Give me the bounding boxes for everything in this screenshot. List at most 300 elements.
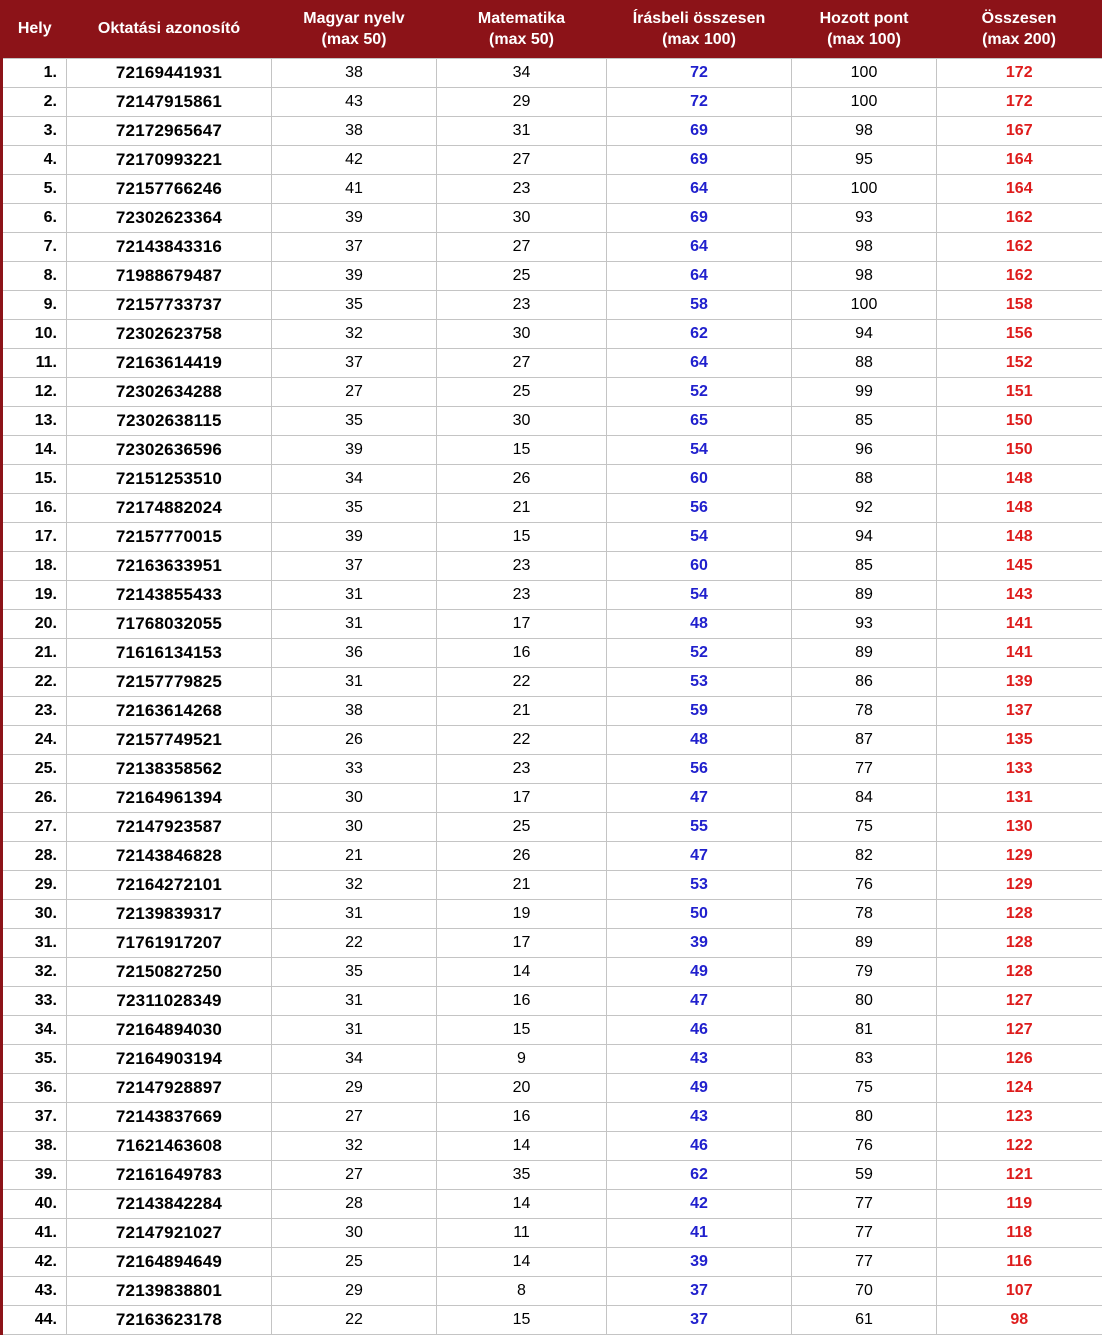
cell-id: 72143837669 bbox=[67, 1102, 272, 1131]
cell-matek: 14 bbox=[437, 1247, 607, 1276]
cell-osszesen: 148 bbox=[937, 464, 1102, 493]
cell-hozott: 77 bbox=[792, 754, 937, 783]
cell-matek: 23 bbox=[437, 754, 607, 783]
cell-osszesen: 162 bbox=[937, 261, 1102, 290]
cell-id: 72169441931 bbox=[67, 58, 272, 87]
cell-hely: 22. bbox=[2, 667, 67, 696]
cell-irasbeli: 37 bbox=[607, 1276, 792, 1305]
cell-irasbeli: 54 bbox=[607, 522, 792, 551]
column-header-hozott bbox=[792, 0, 937, 58]
cell-hely: 31. bbox=[2, 928, 67, 957]
column-label: Matematika bbox=[477, 9, 566, 27]
cell-hozott: 98 bbox=[792, 232, 937, 261]
cell-hozott: 84 bbox=[792, 783, 937, 812]
cell-id: 72139838801 bbox=[67, 1276, 272, 1305]
cell-irasbeli: 56 bbox=[607, 754, 792, 783]
cell-irasbeli: 58 bbox=[607, 290, 792, 319]
cell-osszesen: 121 bbox=[937, 1160, 1102, 1189]
cell-matek: 14 bbox=[437, 957, 607, 986]
cell-id: 72174882024 bbox=[67, 493, 272, 522]
cell-hozott: 78 bbox=[792, 696, 937, 725]
cell-hozott: 100 bbox=[792, 174, 937, 203]
cell-matek: 16 bbox=[437, 986, 607, 1015]
cell-osszesen: 128 bbox=[937, 928, 1102, 957]
cell-irasbeli: 46 bbox=[607, 1015, 792, 1044]
cell-osszesen: 151 bbox=[937, 377, 1102, 406]
cell-magyar: 29 bbox=[272, 1276, 437, 1305]
column-header-matek bbox=[437, 0, 607, 58]
table-row bbox=[2, 754, 1102, 783]
cell-id: 72164894649 bbox=[67, 1247, 272, 1276]
cell-id: 72163614268 bbox=[67, 696, 272, 725]
cell-osszesen: 129 bbox=[937, 841, 1102, 870]
cell-matek: 16 bbox=[437, 1102, 607, 1131]
cell-hely: 7. bbox=[2, 232, 67, 261]
table-row bbox=[2, 870, 1102, 899]
cell-hozott: 89 bbox=[792, 928, 937, 957]
cell-magyar: 33 bbox=[272, 754, 437, 783]
cell-magyar: 25 bbox=[272, 1247, 437, 1276]
cell-id: 71768032055 bbox=[67, 609, 272, 638]
cell-irasbeli: 47 bbox=[607, 841, 792, 870]
cell-id: 72163633951 bbox=[67, 551, 272, 580]
cell-magyar: 37 bbox=[272, 232, 437, 261]
column-label: Írásbeli összesen bbox=[632, 9, 766, 27]
cell-irasbeli: 42 bbox=[607, 1189, 792, 1218]
cell-matek: 9 bbox=[437, 1044, 607, 1073]
cell-irasbeli: 43 bbox=[607, 1044, 792, 1073]
cell-magyar: 30 bbox=[272, 812, 437, 841]
header-row bbox=[2, 0, 1102, 58]
table-row bbox=[2, 464, 1102, 493]
cell-hozott: 92 bbox=[792, 493, 937, 522]
cell-id: 71761917207 bbox=[67, 928, 272, 957]
cell-matek: 14 bbox=[437, 1189, 607, 1218]
column-label: Összesen bbox=[981, 9, 1057, 27]
cell-hely: 1. bbox=[2, 58, 67, 87]
cell-id: 72147928897 bbox=[67, 1073, 272, 1102]
cell-matek: 23 bbox=[437, 551, 607, 580]
cell-matek: 29 bbox=[437, 87, 607, 116]
cell-irasbeli: 62 bbox=[607, 1160, 792, 1189]
cell-hozott: 94 bbox=[792, 319, 937, 348]
cell-id: 72157749521 bbox=[67, 725, 272, 754]
table-row bbox=[2, 435, 1102, 464]
cell-id: 72151253510 bbox=[67, 464, 272, 493]
cell-irasbeli: 47 bbox=[607, 783, 792, 812]
cell-osszesen: 150 bbox=[937, 435, 1102, 464]
cell-magyar: 28 bbox=[272, 1189, 437, 1218]
cell-irasbeli: 52 bbox=[607, 638, 792, 667]
cell-matek: 15 bbox=[437, 522, 607, 551]
table-row bbox=[2, 406, 1102, 435]
table-row bbox=[2, 261, 1102, 290]
cell-hozott: 77 bbox=[792, 1218, 937, 1247]
cell-id: 72157770015 bbox=[67, 522, 272, 551]
cell-osszesen: 145 bbox=[937, 551, 1102, 580]
cell-irasbeli: 43 bbox=[607, 1102, 792, 1131]
table-body bbox=[2, 58, 1102, 1334]
cell-id: 72302623758 bbox=[67, 319, 272, 348]
cell-osszesen: 128 bbox=[937, 899, 1102, 928]
cell-osszesen: 137 bbox=[937, 696, 1102, 725]
cell-hely: 36. bbox=[2, 1073, 67, 1102]
cell-irasbeli: 65 bbox=[607, 406, 792, 435]
cell-osszesen: 172 bbox=[937, 58, 1102, 87]
cell-irasbeli: 62 bbox=[607, 319, 792, 348]
cell-osszesen: 164 bbox=[937, 145, 1102, 174]
cell-osszesen: 172 bbox=[937, 87, 1102, 116]
cell-hely: 39. bbox=[2, 1160, 67, 1189]
cell-magyar: 27 bbox=[272, 377, 437, 406]
cell-hozott: 98 bbox=[792, 116, 937, 145]
cell-irasbeli: 39 bbox=[607, 928, 792, 957]
cell-osszesen: 129 bbox=[937, 870, 1102, 899]
cell-id: 72164903194 bbox=[67, 1044, 272, 1073]
column-label: Hozott pont bbox=[819, 9, 909, 27]
cell-matek: 27 bbox=[437, 232, 607, 261]
cell-osszesen: 152 bbox=[937, 348, 1102, 377]
cell-osszesen: 143 bbox=[937, 580, 1102, 609]
cell-magyar: 39 bbox=[272, 435, 437, 464]
cell-magyar: 30 bbox=[272, 1218, 437, 1247]
cell-hozott: 88 bbox=[792, 464, 937, 493]
table-row bbox=[2, 493, 1102, 522]
cell-magyar: 37 bbox=[272, 551, 437, 580]
cell-osszesen: 141 bbox=[937, 609, 1102, 638]
cell-hozott: 100 bbox=[792, 87, 937, 116]
cell-hozott: 89 bbox=[792, 580, 937, 609]
cell-hely: 18. bbox=[2, 551, 67, 580]
cell-hozott: 78 bbox=[792, 899, 937, 928]
cell-irasbeli: 72 bbox=[607, 58, 792, 87]
cell-irasbeli: 69 bbox=[607, 203, 792, 232]
column-sublabel: (max 200) bbox=[982, 30, 1056, 48]
cell-id: 72138358562 bbox=[67, 754, 272, 783]
cell-hozott: 77 bbox=[792, 1247, 937, 1276]
cell-irasbeli: 54 bbox=[607, 580, 792, 609]
cell-id: 72157779825 bbox=[67, 667, 272, 696]
cell-magyar: 36 bbox=[272, 638, 437, 667]
cell-osszesen: 116 bbox=[937, 1247, 1102, 1276]
cell-hely: 16. bbox=[2, 493, 67, 522]
cell-magyar: 32 bbox=[272, 870, 437, 899]
cell-osszesen: 162 bbox=[937, 203, 1102, 232]
cell-irasbeli: 72 bbox=[607, 87, 792, 116]
table-row bbox=[2, 725, 1102, 754]
cell-hozott: 76 bbox=[792, 870, 937, 899]
cell-id: 72164894030 bbox=[67, 1015, 272, 1044]
cell-matek: 8 bbox=[437, 1276, 607, 1305]
cell-magyar: 35 bbox=[272, 493, 437, 522]
cell-magyar: 27 bbox=[272, 1102, 437, 1131]
column-header-hely bbox=[2, 0, 67, 58]
table-row bbox=[2, 841, 1102, 870]
cell-matek: 16 bbox=[437, 638, 607, 667]
cell-hozott: 80 bbox=[792, 986, 937, 1015]
column-label: Magyar nyelv bbox=[303, 9, 405, 27]
cell-magyar: 43 bbox=[272, 87, 437, 116]
cell-irasbeli: 64 bbox=[607, 174, 792, 203]
cell-hozott: 100 bbox=[792, 290, 937, 319]
cell-magyar: 21 bbox=[272, 841, 437, 870]
table-row bbox=[2, 580, 1102, 609]
cell-magyar: 31 bbox=[272, 1015, 437, 1044]
cell-id: 72147915861 bbox=[67, 87, 272, 116]
cell-id: 72302636596 bbox=[67, 435, 272, 464]
table-row bbox=[2, 377, 1102, 406]
cell-irasbeli: 52 bbox=[607, 377, 792, 406]
table-row bbox=[2, 551, 1102, 580]
table-row bbox=[2, 1015, 1102, 1044]
cell-hely: 33. bbox=[2, 986, 67, 1015]
cell-hozott: 59 bbox=[792, 1160, 937, 1189]
cell-id: 72143842284 bbox=[67, 1189, 272, 1218]
cell-magyar: 29 bbox=[272, 1073, 437, 1102]
cell-hely: 41. bbox=[2, 1218, 67, 1247]
cell-hozott: 81 bbox=[792, 1015, 937, 1044]
column-sublabel: (max 100) bbox=[662, 30, 736, 48]
table-row bbox=[2, 290, 1102, 319]
cell-hozott: 93 bbox=[792, 609, 937, 638]
cell-hely: 17. bbox=[2, 522, 67, 551]
cell-hely: 28. bbox=[2, 841, 67, 870]
cell-osszesen: 119 bbox=[937, 1189, 1102, 1218]
cell-irasbeli: 64 bbox=[607, 232, 792, 261]
cell-hozott: 70 bbox=[792, 1276, 937, 1305]
cell-hely: 29. bbox=[2, 870, 67, 899]
table-row bbox=[2, 899, 1102, 928]
cell-hely: 32. bbox=[2, 957, 67, 986]
cell-magyar: 31 bbox=[272, 580, 437, 609]
cell-magyar: 27 bbox=[272, 1160, 437, 1189]
cell-matek: 23 bbox=[437, 174, 607, 203]
cell-osszesen: 141 bbox=[937, 638, 1102, 667]
cell-id: 72163614419 bbox=[67, 348, 272, 377]
table-row bbox=[2, 957, 1102, 986]
cell-osszesen: 133 bbox=[937, 754, 1102, 783]
table-row bbox=[2, 1276, 1102, 1305]
cell-hely: 43. bbox=[2, 1276, 67, 1305]
cell-id: 72311028349 bbox=[67, 986, 272, 1015]
cell-osszesen: 122 bbox=[937, 1131, 1102, 1160]
cell-magyar: 39 bbox=[272, 203, 437, 232]
cell-matek: 21 bbox=[437, 870, 607, 899]
cell-id: 72170993221 bbox=[67, 145, 272, 174]
cell-osszesen: 127 bbox=[937, 986, 1102, 1015]
table-row bbox=[2, 1102, 1102, 1131]
cell-irasbeli: 47 bbox=[607, 986, 792, 1015]
cell-irasbeli: 60 bbox=[607, 551, 792, 580]
cell-hozott: 76 bbox=[792, 1131, 937, 1160]
cell-osszesen: 130 bbox=[937, 812, 1102, 841]
cell-osszesen: 148 bbox=[937, 493, 1102, 522]
table-row bbox=[2, 1189, 1102, 1218]
cell-matek: 34 bbox=[437, 58, 607, 87]
cell-id: 72164961394 bbox=[67, 783, 272, 812]
cell-magyar: 32 bbox=[272, 1131, 437, 1160]
cell-magyar: 34 bbox=[272, 464, 437, 493]
cell-osszesen: 156 bbox=[937, 319, 1102, 348]
table-row bbox=[2, 1073, 1102, 1102]
cell-irasbeli: 50 bbox=[607, 899, 792, 928]
cell-matek: 15 bbox=[437, 1305, 607, 1334]
cell-matek: 15 bbox=[437, 1015, 607, 1044]
cell-irasbeli: 53 bbox=[607, 667, 792, 696]
table-row bbox=[2, 522, 1102, 551]
cell-hely: 24. bbox=[2, 725, 67, 754]
table-row bbox=[2, 116, 1102, 145]
cell-id: 72161649783 bbox=[67, 1160, 272, 1189]
cell-magyar: 26 bbox=[272, 725, 437, 754]
cell-hozott: 98 bbox=[792, 261, 937, 290]
cell-hely: 12. bbox=[2, 377, 67, 406]
cell-magyar: 38 bbox=[272, 696, 437, 725]
cell-osszesen: 148 bbox=[937, 522, 1102, 551]
cell-matek: 30 bbox=[437, 203, 607, 232]
cell-id: 71621463608 bbox=[67, 1131, 272, 1160]
cell-irasbeli: 59 bbox=[607, 696, 792, 725]
cell-id: 72302623364 bbox=[67, 203, 272, 232]
table-row bbox=[2, 174, 1102, 203]
table-header bbox=[2, 0, 1102, 58]
cell-irasbeli: 46 bbox=[607, 1131, 792, 1160]
cell-osszesen: 118 bbox=[937, 1218, 1102, 1247]
cell-magyar: 39 bbox=[272, 522, 437, 551]
cell-id: 72147921027 bbox=[67, 1218, 272, 1247]
cell-hely: 21. bbox=[2, 638, 67, 667]
cell-magyar: 31 bbox=[272, 667, 437, 696]
cell-matek: 26 bbox=[437, 841, 607, 870]
cell-irasbeli: 56 bbox=[607, 493, 792, 522]
cell-irasbeli: 41 bbox=[607, 1218, 792, 1247]
cell-osszesen: 127 bbox=[937, 1015, 1102, 1044]
column-header-id bbox=[67, 0, 272, 58]
column-header-magyar bbox=[272, 0, 437, 58]
cell-hozott: 77 bbox=[792, 1189, 937, 1218]
cell-osszesen: 135 bbox=[937, 725, 1102, 754]
cell-hozott: 96 bbox=[792, 435, 937, 464]
cell-hely: 8. bbox=[2, 261, 67, 290]
table-row bbox=[2, 609, 1102, 638]
cell-id: 72147923587 bbox=[67, 812, 272, 841]
table-row bbox=[2, 783, 1102, 812]
cell-osszesen: 150 bbox=[937, 406, 1102, 435]
cell-matek: 19 bbox=[437, 899, 607, 928]
cell-hely: 15. bbox=[2, 464, 67, 493]
cell-irasbeli: 64 bbox=[607, 261, 792, 290]
table-row bbox=[2, 638, 1102, 667]
cell-matek: 35 bbox=[437, 1160, 607, 1189]
cell-magyar: 37 bbox=[272, 348, 437, 377]
cell-matek: 17 bbox=[437, 783, 607, 812]
cell-osszesen: 162 bbox=[937, 232, 1102, 261]
cell-osszesen: 139 bbox=[937, 667, 1102, 696]
cell-hely: 38. bbox=[2, 1131, 67, 1160]
cell-irasbeli: 69 bbox=[607, 116, 792, 145]
cell-hely: 44. bbox=[2, 1305, 67, 1334]
cell-hely: 14. bbox=[2, 435, 67, 464]
cell-magyar: 34 bbox=[272, 1044, 437, 1073]
cell-id: 72143843316 bbox=[67, 232, 272, 261]
table-row bbox=[2, 812, 1102, 841]
column-sublabel: (max 100) bbox=[827, 30, 901, 48]
table-row bbox=[2, 667, 1102, 696]
cell-hely: 37. bbox=[2, 1102, 67, 1131]
column-header-osszesen bbox=[937, 0, 1102, 58]
cell-irasbeli: 48 bbox=[607, 725, 792, 754]
cell-osszesen: 128 bbox=[937, 957, 1102, 986]
cell-hely: 23. bbox=[2, 696, 67, 725]
cell-hozott: 99 bbox=[792, 377, 937, 406]
cell-matek: 25 bbox=[437, 812, 607, 841]
table-row bbox=[2, 1305, 1102, 1334]
cell-hely: 34. bbox=[2, 1015, 67, 1044]
table-row bbox=[2, 1247, 1102, 1276]
table-row bbox=[2, 232, 1102, 261]
table-row bbox=[2, 145, 1102, 174]
cell-irasbeli: 60 bbox=[607, 464, 792, 493]
cell-osszesen: 164 bbox=[937, 174, 1102, 203]
cell-matek: 14 bbox=[437, 1131, 607, 1160]
cell-magyar: 39 bbox=[272, 261, 437, 290]
cell-hely: 2. bbox=[2, 87, 67, 116]
cell-magyar: 31 bbox=[272, 609, 437, 638]
cell-hozott: 85 bbox=[792, 406, 937, 435]
cell-irasbeli: 55 bbox=[607, 812, 792, 841]
table-row bbox=[2, 986, 1102, 1015]
cell-hozott: 80 bbox=[792, 1102, 937, 1131]
cell-id: 72164272101 bbox=[67, 870, 272, 899]
cell-hely: 11. bbox=[2, 348, 67, 377]
column-sublabel: (max 50) bbox=[321, 30, 387, 48]
cell-magyar: 32 bbox=[272, 319, 437, 348]
cell-matek: 21 bbox=[437, 696, 607, 725]
column-header-irasbeli bbox=[607, 0, 792, 58]
cell-hozott: 79 bbox=[792, 957, 937, 986]
cell-hozott: 89 bbox=[792, 638, 937, 667]
cell-magyar: 41 bbox=[272, 174, 437, 203]
cell-matek: 23 bbox=[437, 290, 607, 319]
cell-matek: 17 bbox=[437, 928, 607, 957]
cell-osszesen: 158 bbox=[937, 290, 1102, 319]
cell-magyar: 42 bbox=[272, 145, 437, 174]
cell-irasbeli: 39 bbox=[607, 1247, 792, 1276]
table-row bbox=[2, 319, 1102, 348]
table-row bbox=[2, 1131, 1102, 1160]
cell-hely: 10. bbox=[2, 319, 67, 348]
cell-irasbeli: 49 bbox=[607, 1073, 792, 1102]
cell-matek: 22 bbox=[437, 725, 607, 754]
cell-matek: 22 bbox=[437, 667, 607, 696]
cell-matek: 11 bbox=[437, 1218, 607, 1247]
cell-matek: 27 bbox=[437, 348, 607, 377]
cell-matek: 23 bbox=[437, 580, 607, 609]
cell-id: 72172965647 bbox=[67, 116, 272, 145]
cell-matek: 17 bbox=[437, 609, 607, 638]
cell-osszesen: 131 bbox=[937, 783, 1102, 812]
cell-hely: 26. bbox=[2, 783, 67, 812]
cell-hozott: 61 bbox=[792, 1305, 937, 1334]
cell-hely: 20. bbox=[2, 609, 67, 638]
cell-osszesen: 107 bbox=[937, 1276, 1102, 1305]
table-row bbox=[2, 1160, 1102, 1189]
cell-magyar: 35 bbox=[272, 406, 437, 435]
table-row bbox=[2, 1044, 1102, 1073]
table-row bbox=[2, 203, 1102, 232]
cell-id: 72150827250 bbox=[67, 957, 272, 986]
cell-hely: 25. bbox=[2, 754, 67, 783]
